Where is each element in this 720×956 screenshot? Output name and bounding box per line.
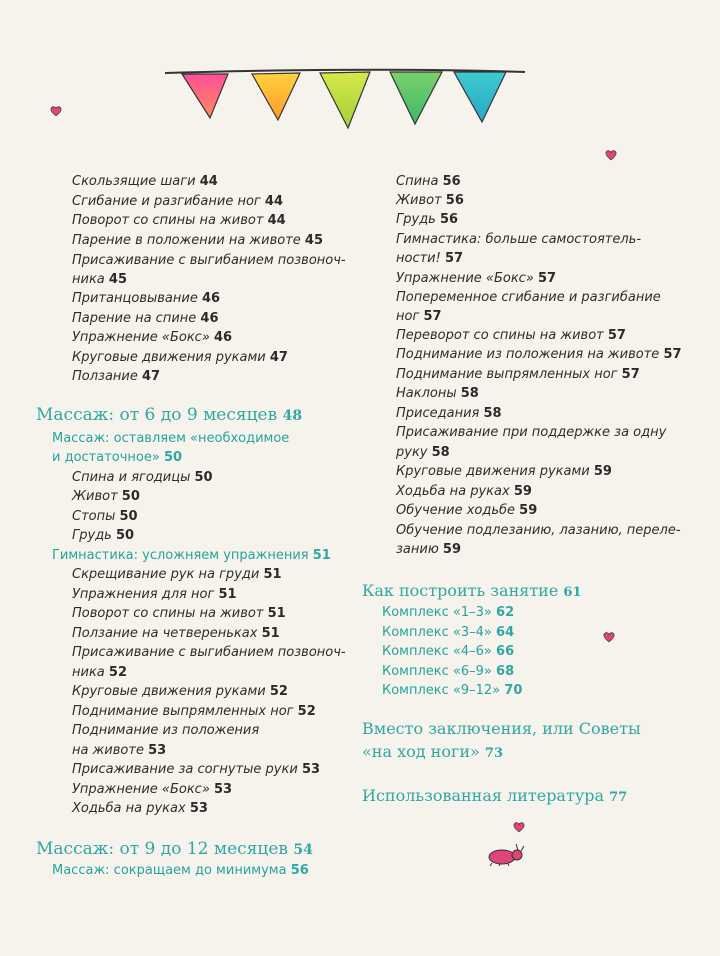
toc-item[interactable]: ног 57 [396,309,442,324]
toc-section-heading[interactable]: Вместо заключения, или Советы [362,719,641,738]
toc-section-heading[interactable]: Массаж: от 9 до 12 месяцев 54 [36,839,313,859]
toc-item[interactable]: Обучение подлезанию, лазанию, переле- [396,523,681,538]
toc-subsection[interactable]: и достаточное» 50 [52,450,183,465]
toc-subsection[interactable]: Комплекс «3–4» 64 [382,625,515,640]
toc-item[interactable]: Упражнение «Бокс» 57 [396,271,557,286]
toc-item[interactable]: Ползание 47 [72,369,161,384]
toc-item[interactable]: Круговые движения руками 52 [72,684,288,699]
toc-item[interactable]: Поднимание из положения [72,723,260,738]
toc-item[interactable]: Поворот со спины на живот 51 [72,606,286,621]
bunting-flags-icon [160,60,530,140]
heart-icon [602,630,616,644]
toc-item[interactable]: ника 45 [72,272,128,287]
toc-item[interactable]: Присаживание с выгибанием позвоноч- [72,645,346,660]
toc-item[interactable]: Поднимание из положения на животе 57 [396,347,682,362]
toc-item[interactable]: Упражнение «Бокс» 46 [72,330,233,345]
heart-icon [604,148,618,162]
toc-item[interactable]: Наклоны 58 [396,386,479,401]
heart-icon [512,820,526,834]
toc-item[interactable]: Пританцовывание 46 [72,291,221,306]
toc-item[interactable]: Присаживание с выгибанием позвоноч- [72,253,346,268]
ladybug-icon [484,842,526,866]
toc-item[interactable]: Обучение ходьбе 59 [396,503,538,518]
toc-item[interactable]: Ползание на четвереньках 51 [72,626,280,641]
toc-item[interactable]: ника 52 [72,665,128,680]
toc-item[interactable]: Ходьба на руках 53 [72,801,208,816]
toc-subsection[interactable]: Комплекс «1–3» 62 [382,605,515,620]
toc-item[interactable]: Поднимание выпрямленных ног 52 [72,704,316,719]
toc-subsection[interactable]: Комплекс «4–6» 66 [382,644,515,659]
toc-subsection[interactable]: Комплекс «6–9» 68 [382,664,515,679]
toc-item[interactable]: Приседания 58 [396,406,502,421]
toc-item[interactable]: Парение в положении на животе 45 [72,233,323,248]
toc-subsection[interactable]: Комплекс «9–12» 70 [382,683,523,698]
toc-item[interactable]: Переворот со спины на живот 57 [396,328,626,343]
toc-item[interactable]: Поворот со спины на живот 44 [72,213,286,228]
toc-item[interactable]: Присаживание при поддержке за одну [396,425,667,440]
toc-item[interactable]: Грудь 56 [396,212,459,227]
toc-item[interactable]: Гимнастика: больше самостоятель- [396,232,642,247]
toc-item[interactable]: Спина и ягодицы 50 [72,470,213,485]
toc-item[interactable]: Упражнение «Бокс» 53 [72,782,233,797]
toc-item[interactable]: руку 58 [396,445,450,460]
toc-item[interactable]: Живот 50 [72,489,140,504]
toc-item[interactable]: Стопы 50 [72,509,138,524]
heart-icon [49,104,63,118]
toc-item[interactable]: Ходьба на руках 59 [396,484,532,499]
toc-item[interactable]: Парение на спине 46 [72,311,219,326]
toc-item[interactable]: Скрещивание рук на груди 51 [72,567,282,582]
toc-subsection[interactable]: Массаж: сокращаем до минимума 56 [52,863,309,878]
toc-item[interactable]: Круговые движения руками 47 [72,350,288,365]
toc-item[interactable]: ности! 57 [396,251,464,266]
toc-subsection[interactable]: Гимнастика: усложняем упражнения 51 [52,548,331,563]
toc-item[interactable]: Поднимание выпрямленных ног 57 [396,367,640,382]
toc-section-heading[interactable]: Как построить занятие 61 [362,581,582,600]
toc-item[interactable]: Сгибание и разгибание ног 44 [72,194,283,209]
toc-item[interactable]: Скользящие шаги 44 [72,174,218,189]
toc-item[interactable]: Попеременное сгибание и разгибание [396,290,661,305]
toc-item[interactable]: Спина 56 [396,174,461,189]
toc-item[interactable]: Грудь 50 [72,528,135,543]
toc-section-heading[interactable]: «на ход ноги» 73 [362,742,503,761]
toc-item[interactable]: занию 59 [396,542,462,557]
toc-subsection[interactable]: Массаж: оставляем «необходимое [52,431,290,446]
toc-item[interactable]: Живот 56 [396,193,464,208]
toc-item[interactable]: на животе 53 [72,743,167,758]
toc-section-heading[interactable]: Массаж: от 6 до 9 месяцев 48 [36,405,303,425]
toc-section-heading[interactable]: Использованная литература 77 [362,786,628,805]
toc-item[interactable]: Круговые движения руками 59 [396,464,612,479]
toc-item[interactable]: Упражнения для ног 51 [72,587,237,602]
toc-item[interactable]: Присаживание за согнутые руки 53 [72,762,321,777]
